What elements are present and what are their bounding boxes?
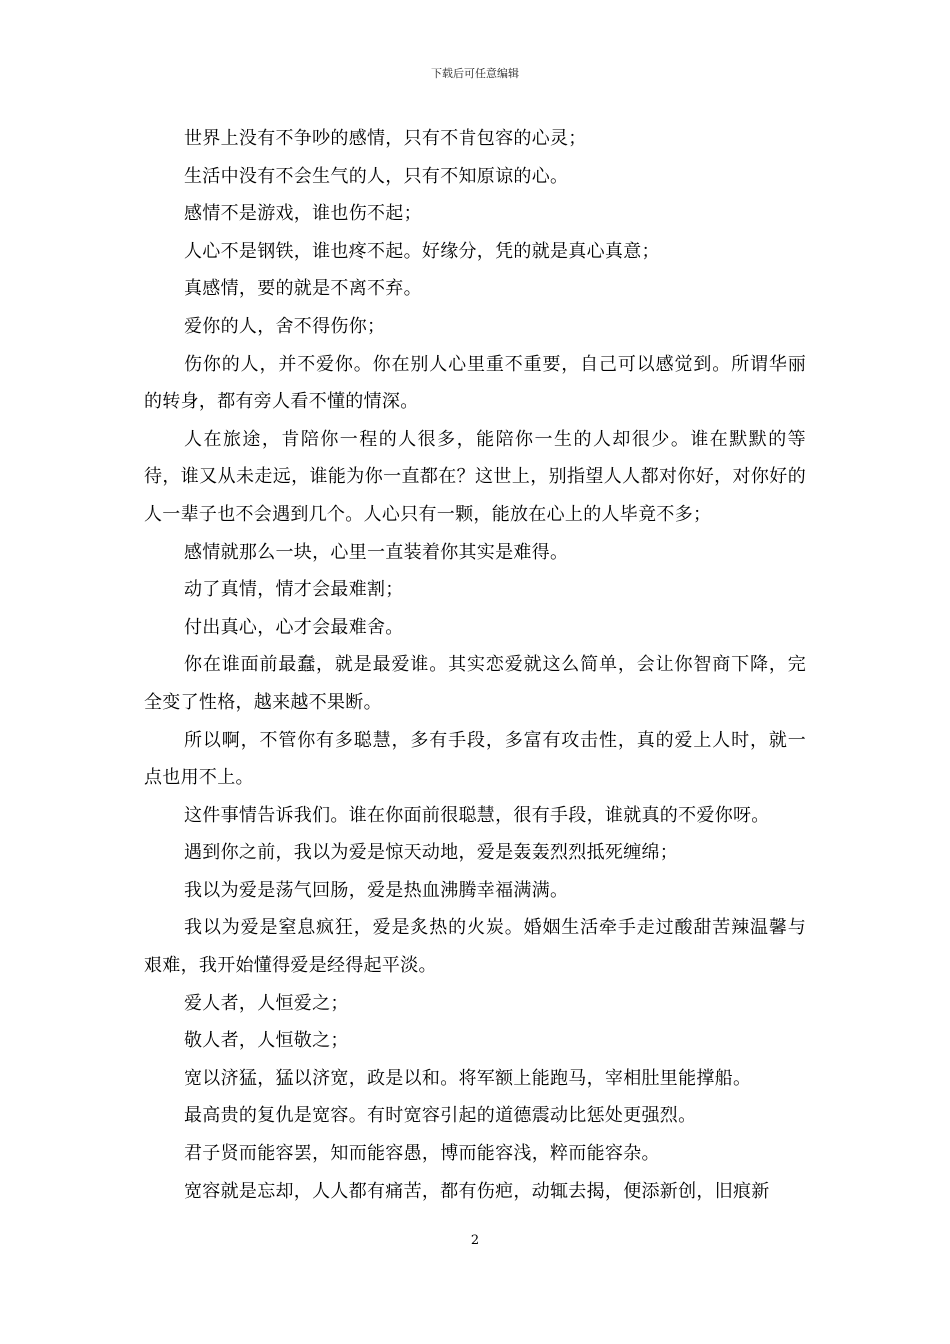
paragraph: 敬人者，人恒敬之； — [184, 1030, 349, 1052]
body-text — [144, 120, 806, 1210]
paragraph: 遇到你之前，我以为爱是惊天动地，爱是轰轰烈烈抵死缠绵； — [184, 842, 679, 864]
paragraph: 你在谁面前最蠢，就是最爱谁。其实恋爱就这么简单，会让你智商下降，完全变了性格，越来越不果断。 — [144, 654, 806, 713]
paragraph: 宽容就是忘却，人人都有痛苦，都有伤疤，动辄去揭，便添新创，旧痕新 — [184, 1180, 770, 1202]
paragraph: 爱你的人，舍不得伤你； — [184, 315, 386, 337]
paragraph: 伤你的人，并不爱你。你在别人心里重不重要，自己可以感觉到。所谓华丽的转身，都有旁人看不懂的情深。 — [144, 353, 806, 413]
paragraph: 世界上没有不争吵的感情，只有不肯包容的心灵； — [184, 128, 587, 149]
paragraph: 君子贤而能容罢，知而能容愚，博而能容浅，粹而能容杂。 — [184, 1143, 660, 1165]
paragraph: 付出真心，心才会最难舍。 — [184, 616, 404, 638]
paragraph: 人心不是钢铁，谁也疼不起。好缘分，凭的就是真心真意； — [184, 240, 660, 262]
paragraph: 生活中没有不会生气的人，只有不知原谅的心。 — [184, 165, 569, 187]
paragraph: 宽以济猛，猛以济宽，政是以和。将军额上能跑马，宰相肚里能撑船。 — [184, 1067, 752, 1089]
paragraph: 这件事情告诉我们。谁在你面前很聪慧，很有手段，谁就真的不爱你呀。 — [184, 804, 770, 826]
paragraph: 真感情，要的就是不离不弃。 — [184, 278, 422, 300]
paragraph: 我以为爱是窒息疯狂，爱是炙热的火炭。婚姻生活牵手走过酸甜苦辣温馨与艰难，我开始懂得爱是经得起平淡。 — [144, 917, 806, 977]
paragraph: 感情不是游戏，谁也伤不起； — [184, 203, 422, 225]
paragraph: 爱人者，人恒爱之； — [184, 992, 349, 1014]
paragraph: 所以啊，不管你有多聪慧，多有手段，多富有攻击性，真的爱上人时，就一点也用不上。 — [144, 729, 806, 789]
paragraph: 最高贵的复仇是宽容。有时宽容引起的道德震动比惩处更强烈。 — [184, 1105, 697, 1127]
paragraph: 感情就那么一块，心里一直装着你其实是难得。 — [184, 541, 569, 563]
page-number: 2 — [470, 1233, 480, 1248]
paragraph: 人在旅途，肯陪你一程的人很多，能陪你一生的人却很少。谁在默默的等待，谁又从未走远，谁能为你一直都在？这世上，别指望人人都对你好，对你好的人一辈子也不会遇到几个。人心只有一颗，能放在心上的人毕竟不多； — [144, 428, 806, 525]
page-header: 下载后可任意编辑 — [431, 67, 519, 80]
paragraph: 我以为爱是荡气回肠，爱是热血沸腾幸福满满。 — [184, 879, 569, 901]
paragraph: 动了真情，情才会最难割； — [184, 579, 404, 601]
